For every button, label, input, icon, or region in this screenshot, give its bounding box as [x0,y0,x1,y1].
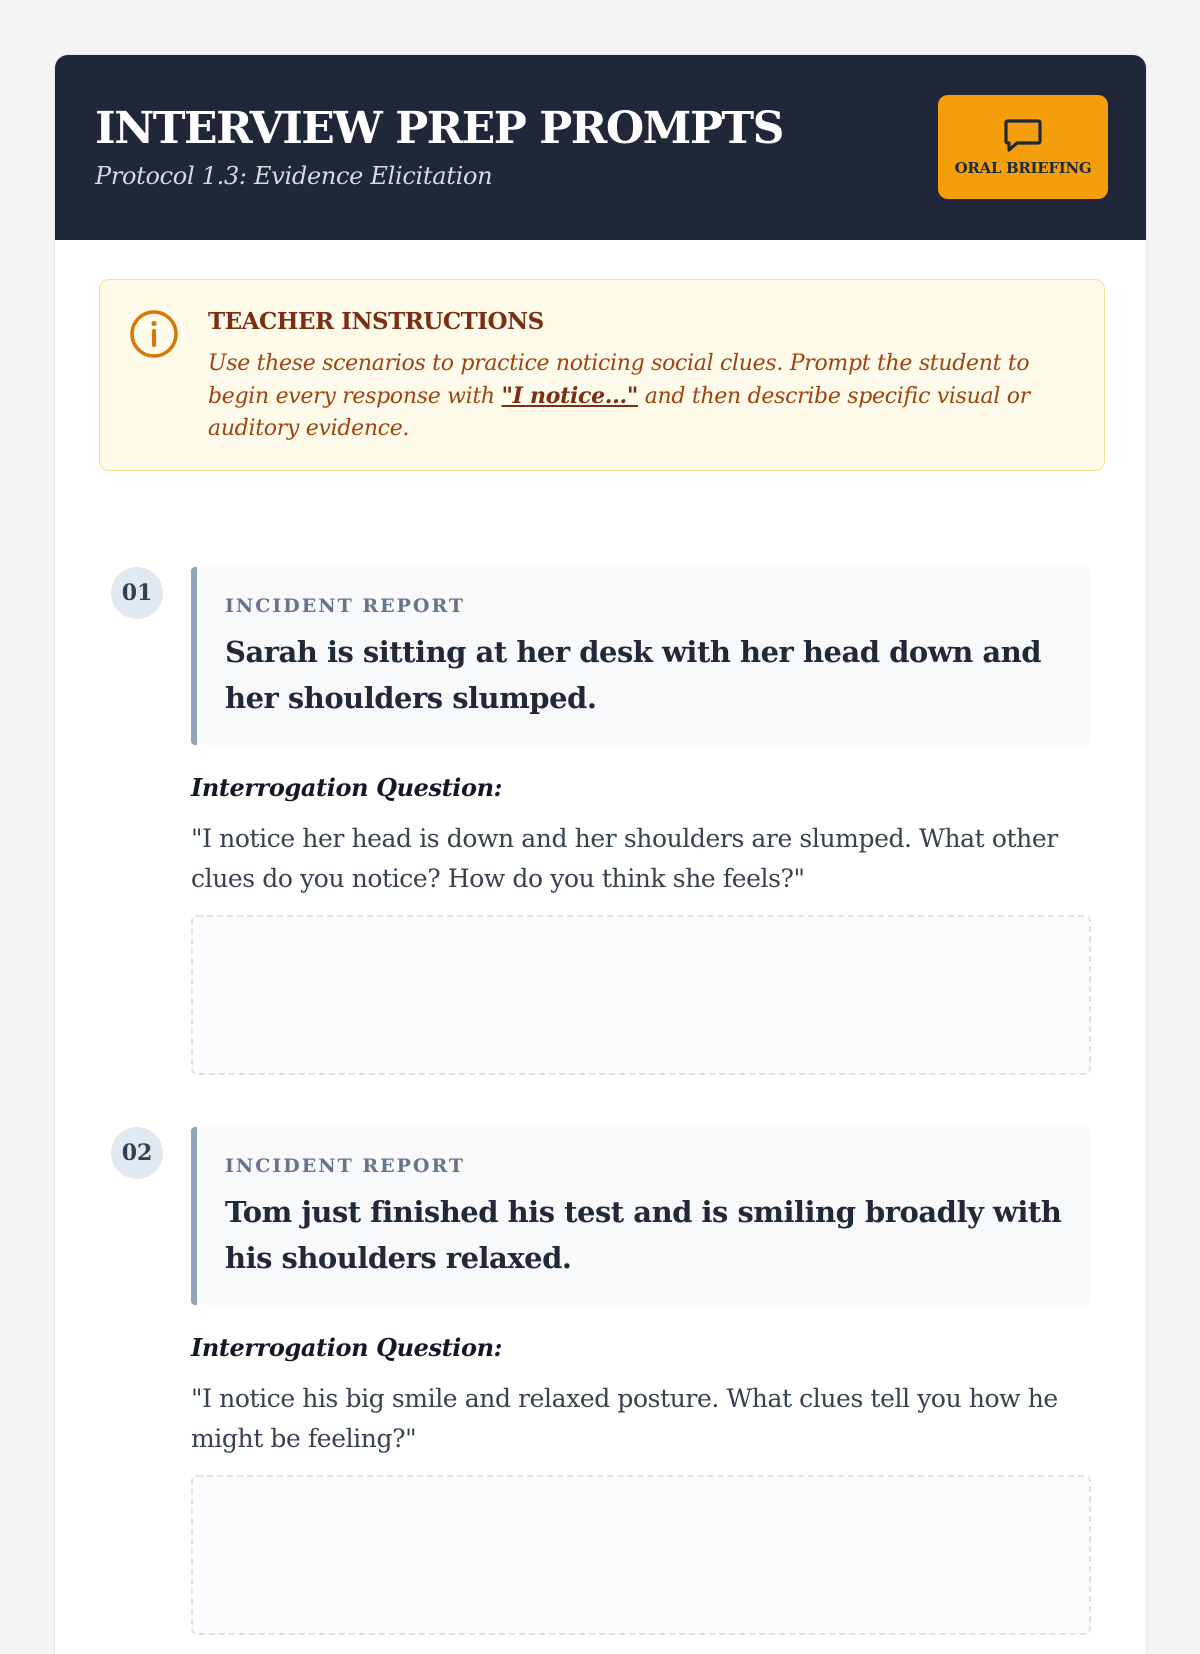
prompt-card [54,54,1147,1654]
instructions-heading: TEACHER INSTRUCTIONS [208,308,544,335]
teacher-instructions-panel [99,279,1105,471]
speech-bubble-icon [1003,117,1043,155]
instructions-text-before: Use these scenarios to practice noticing social clues. Prompt the student to begin every response with [208,351,1030,409]
incident-report [191,567,1091,745]
oral-briefing-button[interactable] [938,95,1108,199]
incident-report [191,1127,1091,1305]
question-text: "I notice her head is down and her shoulders are slumped. What other clues do you notice? How do you think she feels?" [191,824,1058,893]
scenario-number: 02 [111,1127,163,1179]
instructions-text-after: and then describe specific visual or auditory evidence. [208,384,1030,441]
incident-report-text: Tom just finished his test and is smiling broadly with his shoulders relaxed. [225,1195,1062,1275]
question-label: Interrogation Question: [191,1333,503,1362]
incident-report-label: INCIDENT REPORT [225,595,466,617]
scenario-number: 01 [111,567,163,619]
answer-field[interactable] [191,915,1091,1075]
incident-report-label: INCIDENT REPORT [225,1155,466,1177]
question-text: "I notice his big smile and relaxed posture. What clues tell you how he might be feeling?" [191,1384,1058,1453]
page-header [55,55,1146,240]
instructions-emphasis: "I notice..." [501,383,639,409]
instructions-text [208,348,1068,445]
question-label: Interrogation Question: [191,773,503,802]
page-title: INTERVIEW PREP PROMPTS [95,103,783,154]
answer-field[interactable] [191,1475,1091,1635]
info-icon [128,308,180,360]
incident-report-text: Sarah is sitting at her desk with her head down and her shoulders slumped. [225,635,1042,715]
oral-briefing-label: ORAL BRIEFING [954,159,1092,177]
page-subtitle: Protocol 1.3: Evidence Elicitation [95,162,493,190]
